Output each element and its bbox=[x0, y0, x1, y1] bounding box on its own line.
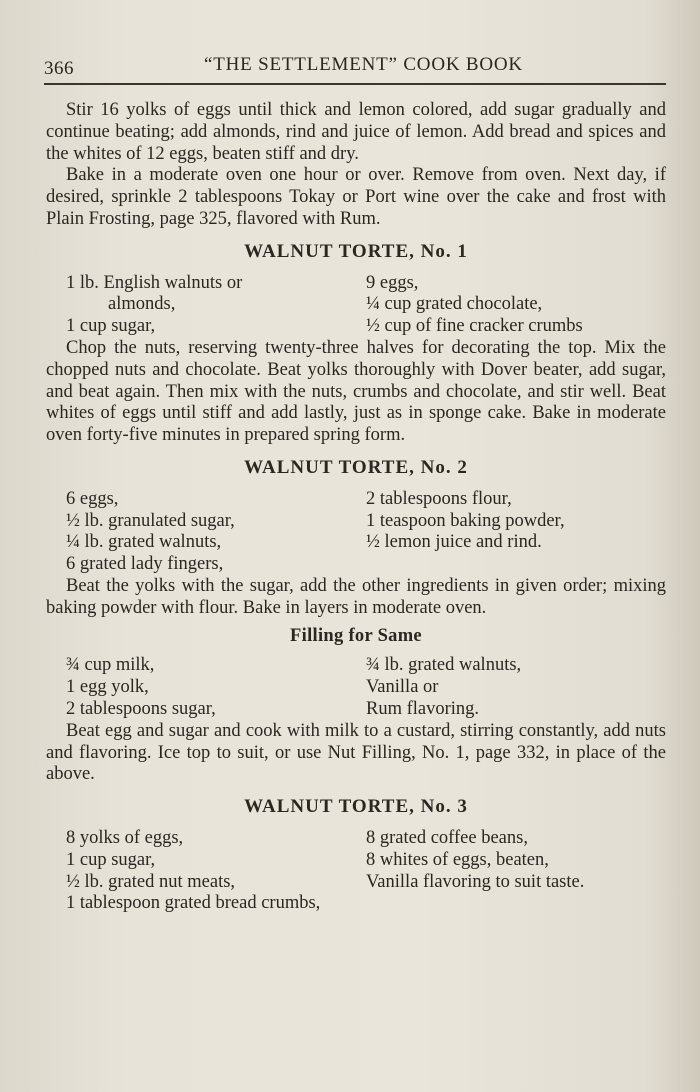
ingredient: 6 eggs, bbox=[66, 488, 119, 509]
ingredient: ½ lb. grated nut meats, bbox=[66, 871, 236, 892]
ingredients-column-right bbox=[358, 489, 666, 554]
ingredient: ¼ lb. grated walnuts, bbox=[66, 532, 222, 553]
method-filling: Beat egg and sugar and cook with milk to a custard, stirring constantly, add nuts and flavoring. Ice top to suit, or use Nut Filling, No. 1, page 332, in place of the above. bbox=[46, 720, 666, 785]
ingredient: 1 teaspoon baking powder, bbox=[366, 510, 565, 531]
ingredient: 2 tablespoons flour, bbox=[366, 488, 512, 509]
intro-paragraph-1: Stir 16 yolks of eggs until thick and lemon colored, add sugar gradually and continue beating; add almonds, rind and juice of lemon. Add bread and spices and the whites of 12 eggs, beaten stiff and dry. bbox=[46, 100, 666, 164]
ingredients-filling bbox=[46, 655, 666, 720]
ingredient: 8 yolks of eggs, bbox=[66, 827, 184, 848]
running-title: “THE SETTLEMENT” COOK BOOK bbox=[204, 54, 523, 75]
ingredient: Vanilla or bbox=[366, 677, 439, 698]
ingredient: 1 cup sugar, bbox=[66, 849, 156, 870]
ingredients-column-right bbox=[358, 828, 666, 893]
ingredient: ¾ cup milk, bbox=[66, 655, 155, 676]
ingredients-column-left bbox=[46, 273, 358, 338]
ingredient: almonds, bbox=[108, 294, 176, 315]
ingredients-column-left bbox=[46, 828, 358, 893]
recipe-heading-walnut-torte-2: WALNUT TORTE, No. 2 bbox=[244, 456, 468, 478]
ingredient: 6 grated lady fingers, bbox=[66, 554, 224, 575]
ingredient: ¾ lb. grated walnuts, bbox=[366, 655, 522, 676]
header-rule bbox=[44, 83, 666, 85]
ingredient: 8 whites of eggs, beaten, bbox=[366, 849, 549, 870]
ingredient: ½ cup of fine cracker crumbs bbox=[366, 316, 583, 337]
ingredient: 1 egg yolk, bbox=[66, 677, 149, 698]
ingredients-column-left bbox=[46, 655, 358, 720]
ingredients-column-right bbox=[358, 273, 666, 338]
ingredient: 8 grated coffee beans, bbox=[366, 827, 528, 848]
ingredient: 9 eggs, bbox=[366, 272, 419, 293]
ingredient: 1 cup sugar, bbox=[66, 316, 156, 337]
recipe-heading-walnut-torte-1: WALNUT TORTE, No. 1 bbox=[244, 240, 468, 262]
ingredients-walnut-torte-3 bbox=[46, 828, 666, 893]
ingredient: ¼ cup grated chocolate, bbox=[366, 294, 543, 315]
ingredient: 1 tablespoon grated bread crumbs, bbox=[66, 893, 321, 914]
page-body bbox=[46, 100, 666, 915]
page-header bbox=[44, 54, 666, 80]
ingredients-walnut-torte-1 bbox=[46, 273, 666, 338]
page-number: 366 bbox=[44, 58, 74, 79]
method-walnut-torte-1: Chop the nuts, reserving twenty-three halves for decorating the top. Mix the chopped nuts and chocolate. Beat yolks thoroughly with Dover beater, add sugar, and beat again. Then mix with the nuts, crumbs and chocolate, and stir well. Beat whites of eggs until stiff and add lastly, just as in sponge cake. Bake in moderate oven forty-five minutes in prepared spring form. bbox=[46, 337, 666, 446]
ingredients-column-left bbox=[46, 489, 358, 554]
ingredients-column-right bbox=[358, 655, 666, 720]
intro-paragraph-2: Bake in a moderate oven one hour or over. Remove from oven. Next day, if desired, sprinkle 2 tablespoons Tokay or Port wine over the cake and frost with Plain Frosting, page 325, flavored with Rum. bbox=[46, 165, 666, 229]
ingredient: Vanilla flavoring to suit taste. bbox=[366, 871, 585, 892]
recipe-heading-walnut-torte-3: WALNUT TORTE, No. 3 bbox=[244, 796, 468, 818]
ingredient: 2 tablespoons sugar, bbox=[66, 698, 216, 719]
ingredient: Rum flavoring. bbox=[366, 698, 480, 719]
ingredient: ½ lemon juice and rind. bbox=[366, 532, 542, 553]
filling-heading: Filling for Same bbox=[290, 625, 422, 646]
method-walnut-torte-2: Beat the yolks with the sugar, add the other ingredients in given order; mixing baking powder with flour. Bake in layers in moderate oven. bbox=[46, 575, 666, 618]
ingredient: ½ lb. granulated sugar, bbox=[66, 510, 235, 531]
ingredients-walnut-torte-2 bbox=[46, 489, 666, 554]
ingredient: 1 lb. English walnuts or bbox=[66, 272, 243, 293]
